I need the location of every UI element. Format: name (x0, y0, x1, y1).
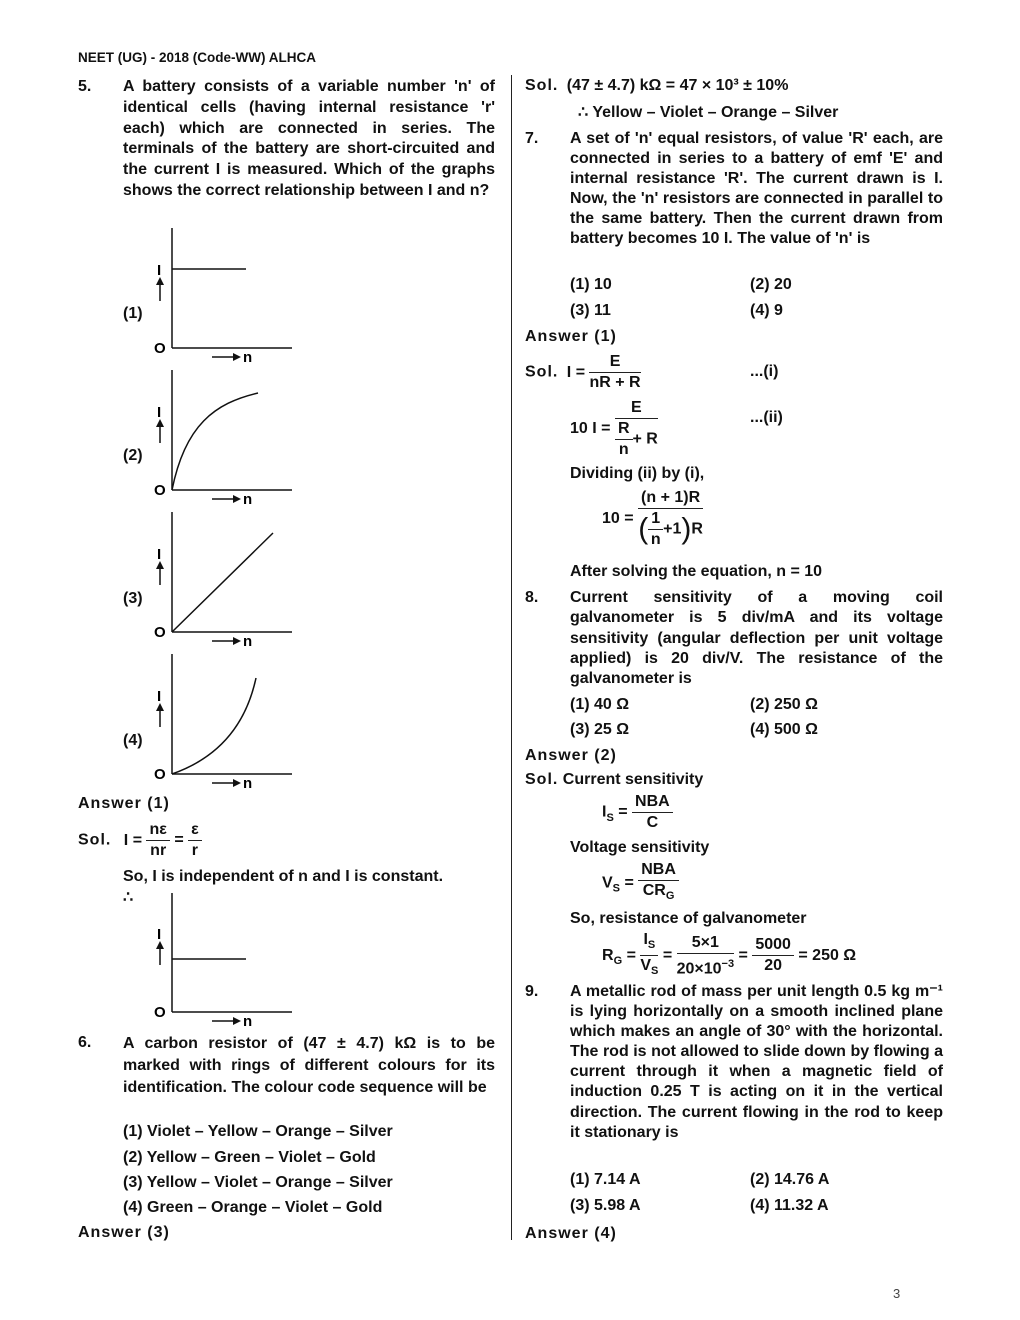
equation-tag: ...(i) (750, 363, 779, 380)
solution-text: (47 ± 4.7) kΩ = 47 × 10³ ± 10% (566, 77, 789, 94)
question-text: A carbon resistor of (47 ± 4.7) kΩ is to be marked with rings of different colours for its identification. The colour code sequence will be (123, 1035, 495, 1096)
page-number: 3 (893, 1286, 901, 1301)
question-number: 6. (78, 1034, 92, 1051)
formula-lhs: I = (123, 831, 143, 849)
options-row (570, 301, 783, 322)
question-text: A battery consists of a variable number 'n' of identical cells (having internal resistance 'r' each) which are connected in series. The terminals of the battery are short-circuited and the current I is measured. Which of the graphs shows the correct relationship between I and n? (123, 78, 495, 199)
question-number: 9. (525, 983, 539, 1000)
option: (3) 5.98 A (570, 1197, 641, 1214)
graph-option-4 (145, 649, 310, 799)
option-label: (4) (123, 732, 143, 749)
origin-label: O (154, 482, 166, 499)
y-label: I (157, 546, 162, 563)
solution-text: So, I is independent of n and I is constant. (123, 868, 444, 885)
equation-tag: ...(ii) (750, 409, 783, 426)
option: (1) Violet – Yellow – Orange – Silver (123, 1123, 393, 1140)
origin-label: O (154, 624, 166, 641)
equation-1: Sol. I = $\frac{E}{nR + R}$ (525, 353, 641, 391)
option-label: (3) (123, 590, 143, 607)
option: (1) 40 Ω (570, 696, 630, 713)
origin-label: O (154, 766, 166, 783)
origin-label: O (154, 340, 166, 357)
question-number: 7. (525, 130, 539, 147)
fraction: $\frac{n\varepsilon}{nr}$ (146, 820, 169, 861)
x-label: n (243, 491, 253, 508)
option: (4) 11.32 A (750, 1197, 829, 1214)
answer: Answer (4) (525, 1225, 617, 1242)
option: (2) 250 Ω (750, 696, 818, 713)
curve (172, 393, 258, 490)
graph-solution (145, 887, 310, 1037)
options-row (570, 275, 792, 296)
question-text: Current sensitivity of a moving coil galvanometer is 5 div/mA and its voltage sensitivity (angular deflection per unit voltage applied) is 20 div/V. The resistance of the galvanometer is (570, 589, 943, 688)
y-label: I (157, 404, 162, 421)
answer: Answer (3) (78, 1224, 170, 1241)
y-label: I (157, 262, 162, 279)
page-header: NEET (UG) - 2018 (Code-WW) ALHCA (78, 50, 316, 65)
origin-label: O (154, 1004, 166, 1021)
question-number: 5. (78, 78, 92, 95)
option: (3) 25 Ω (570, 721, 630, 738)
graph-option-2 (145, 365, 310, 515)
question-text: A metallic rod of mass per unit length 0.5 kg m⁻¹ is lying horizontally on a smooth inclined plane which makes an angle of 30° with the horizontal. The rod is not allowed to slide down by flowing a current through it when a magnetic field of induction 0.25 T is acting on it in the vertical direction. The current flowing in the rod to keep it stationary is (570, 983, 943, 1141)
option-label: (1) (123, 305, 143, 322)
column-divider (511, 75, 512, 1240)
solution-text: Sol. Current sensitivity (525, 771, 704, 788)
option-label: (2) (123, 447, 143, 464)
graph-option-3 (145, 507, 310, 657)
option: (4) 9 (750, 302, 783, 319)
solution-text: Voltage sensitivity (570, 839, 710, 856)
x-label: n (243, 775, 253, 792)
options-row (570, 1196, 829, 1217)
answer: Answer (2) (525, 747, 617, 764)
solution-text: After solving the equation, n = 10 (570, 563, 823, 580)
equation-vs: $V_S$ = $\frac{\text{NBA}}{CR_G}$ (602, 860, 679, 906)
sol-label: Sol. (78, 831, 112, 849)
sol-label: Sol. (525, 77, 559, 94)
solution (78, 820, 202, 861)
therefore-symbol: ∴ (123, 889, 134, 906)
y-label: I (157, 926, 162, 943)
y-label: I (157, 688, 162, 705)
answer: Answer (1) (78, 795, 170, 812)
options-row (570, 1170, 829, 1191)
x-label: n (243, 349, 253, 366)
curve (172, 678, 256, 774)
solution (525, 76, 788, 97)
fraction: $\frac{\varepsilon}{r}$ (188, 820, 202, 861)
option: (4) 500 Ω (750, 721, 818, 738)
option: (3) 11 (570, 302, 611, 319)
x-label: n (243, 633, 253, 650)
equation-rg: $R_G$ = $\frac{I_S}{V_S}$ = $\frac{5\times 1}{20\times 10^{-3}}$ = $\frac{5000}{20}$ = 250 Ω (602, 931, 857, 978)
equals: = (174, 831, 184, 849)
x-label: n (243, 1013, 253, 1030)
equation-3: 10 = (n + 1)R ( $\frac{1}{n}$ +1)R (602, 489, 703, 548)
option: (3) Yellow – Violet – Orange – Silver (123, 1174, 393, 1191)
options-row (570, 695, 818, 716)
option: (2) 20 (750, 276, 792, 293)
solution-text: So, resistance of galvanometer (570, 910, 807, 927)
option: (2) 14.76 A (750, 1171, 830, 1188)
sol-label: Sol. (525, 363, 559, 381)
answer: Answer (1) (525, 328, 617, 345)
option: (1) 7.14 A (570, 1171, 641, 1188)
solution-text: ∴ Yellow – Violet – Orange – Silver (578, 104, 839, 121)
question-number: 8. (525, 589, 539, 606)
option: (1) 10 (570, 276, 612, 293)
solution-text: Dividing (ii) by (i), (570, 465, 705, 482)
options-row (570, 720, 818, 741)
equation-is: $I_S$ = $\frac{\text{NBA}}{C}$ (602, 792, 673, 833)
equation-2: 10 I = E $\frac{R}{n}$ + R (570, 399, 658, 458)
option: (4) Green – Orange – Violet – Gold (123, 1199, 383, 1216)
curve (172, 533, 273, 632)
option: (2) Yellow – Green – Violet – Gold (123, 1149, 376, 1166)
question-text: A set of 'n' equal resistors, of value 'R' each, are connected in series to a battery of emf 'E' and internal resistance 'R'. The current drawn is I. Now, the 'n' resistors are connected in parallel to the same battery. Then the current drawn from battery becomes 10 I. The value of 'n' is (570, 130, 943, 248)
graph-option-1 (145, 223, 310, 373)
